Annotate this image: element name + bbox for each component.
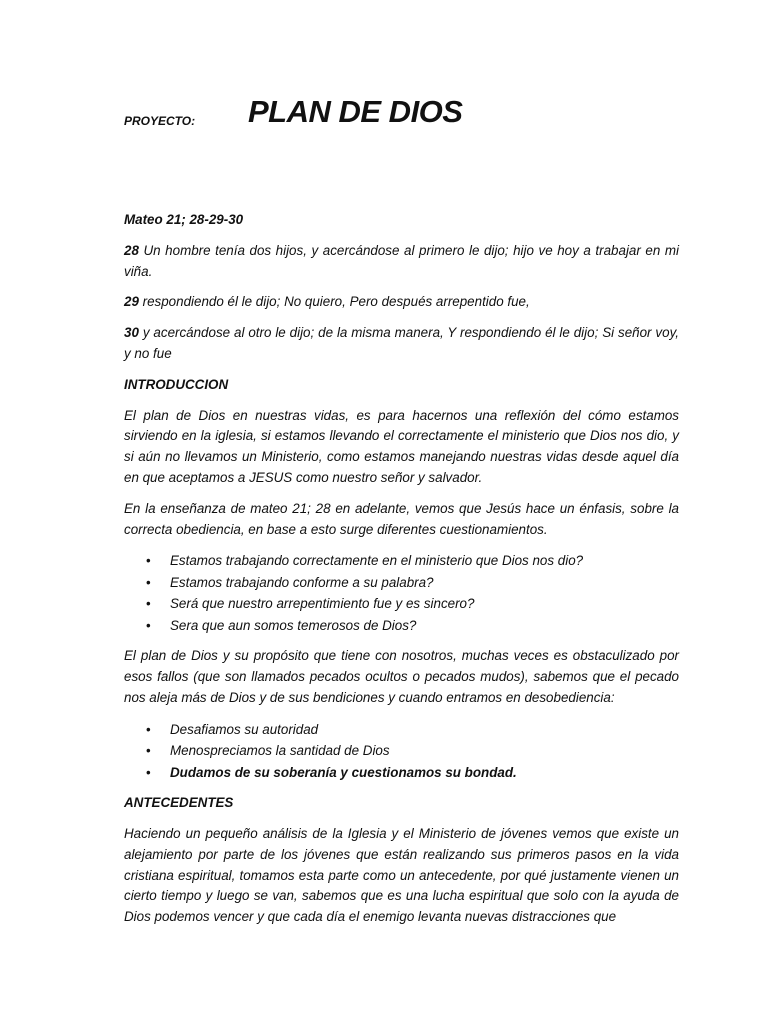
bullet-dot-icon: •	[146, 721, 151, 737]
verse-29	[124, 292, 679, 313]
consequences-list	[124, 719, 679, 784]
introduction-paragraph-1: El plan de Dios en nuestras vidas, es para hacernos una reflexión del cómo estamos sirviendo en la iglesia, si estamos llevando el correctamente el ministerio que Dios nos dio, y si aún no llevamos un Ministerio, como estamos manejando nuestras vidas desde aquel día en que aceptamos a JESUS como nuestro señor y salvador.	[124, 407, 679, 485]
bullet-dot-icon: •	[146, 617, 151, 633]
list-item	[124, 615, 679, 637]
verse-text: y acercándose al otro le dijo; de la misma manera, Y respondiendo él le dijo; Si señor voy, y no fue	[124, 325, 679, 361]
introduction-paragraph-3: El plan de Dios y su propósito que tiene con nosotros, muchas veces es obstaculizado por esos fallos (que son llamados pecados ocultos o pecados mudos), sabemos que el pecado nos aleja más de Dios y de sus bendiciones y cuando entramos en desobediencia:	[124, 648, 679, 705]
background-heading: ANTECEDENTES	[124, 795, 234, 811]
verse-number: 29	[124, 294, 139, 310]
list-item-text: Estamos trabajando conforme a su palabra?	[170, 574, 434, 590]
document-header	[124, 94, 684, 138]
bullet-dot-icon: •	[146, 764, 151, 780]
document-body	[124, 210, 679, 938]
list-item-text: Menospreciamos la santidad de Dios	[170, 743, 390, 759]
introduction-paragraph-2: En la enseñanza de mateo 21; 28 en adelante, vemos que Jesús hace un énfasis, sobre la correcta obediencia, en base a esto surge diferentes cuestionamientos.	[124, 500, 679, 537]
list-item	[124, 550, 679, 572]
list-item-text: Dudamos de su soberanía y cuestionamos su bondad.	[170, 764, 517, 780]
verse-30	[124, 323, 679, 365]
list-item	[124, 762, 679, 784]
list-item	[124, 572, 679, 594]
verse-text: Un hombre tenía dos hijos, y acercándose al primero le dijo; hijo ve hoy a trabajar en mi viña.	[124, 242, 679, 279]
list-item-text: Sera que aun somos temerosos de Dios?	[170, 617, 417, 633]
bullet-dot-icon: •	[146, 596, 151, 612]
verse-28	[124, 241, 679, 283]
bullet-dot-icon: •	[146, 743, 151, 759]
document-title: PLAN DE DIOS	[248, 94, 463, 129]
bullet-dot-icon: •	[146, 574, 151, 590]
background-paragraph-1: Haciendo un pequeño análisis de la Iglesia y el Ministerio de jóvenes vemos que existe un alejamiento por parte de los jóvenes que están realizando sus primeros pasos en la vida cristiana espiritual, tomamos esta parte como un antecedente, por qué justamente vienen un cierto tiempo y luego se van, sabemos que es una lucha espiritual que solo con la ayuda de Dios podemos vencer y que cada día el enemigo levanta nuevas distracciones que	[124, 826, 679, 925]
list-item	[124, 593, 679, 615]
verse-number: 28	[124, 242, 139, 258]
questions-list	[124, 550, 679, 636]
list-item	[124, 740, 679, 762]
scripture-reference: Mateo 21; 28-29-30	[124, 212, 244, 227]
verse-text: respondiendo él le dijo; No quiero, Pero después arrepentido fue,	[138, 294, 530, 310]
list-item-text: Será que nuestro arrepentimiento fue y es sincero?	[170, 596, 475, 612]
verse-number: 30	[124, 325, 139, 341]
project-label: PROYECTO:	[124, 114, 196, 128]
list-item	[124, 719, 679, 741]
list-item-text: Estamos trabajando correctamente en el ministerio que Dios nos dio?	[170, 553, 584, 569]
introduction-heading: INTRODUCCION	[124, 376, 229, 392]
bullet-dot-icon: •	[146, 553, 151, 569]
list-item-text: Desafiamos su autoridad	[170, 721, 319, 737]
